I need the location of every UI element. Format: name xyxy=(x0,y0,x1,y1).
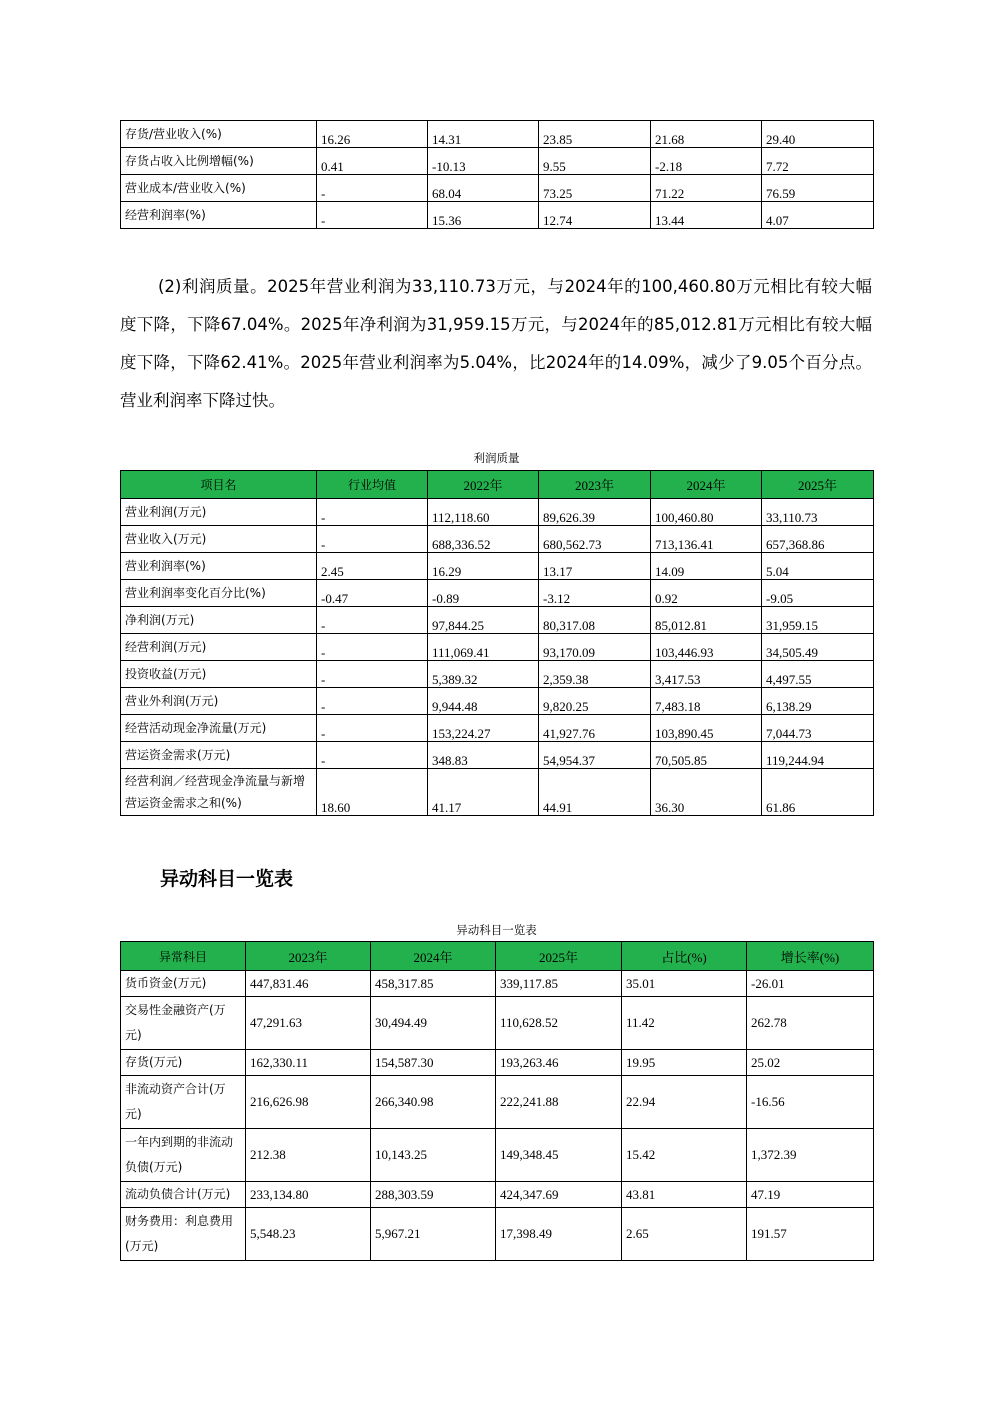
row-label: 货币资金(万元) xyxy=(121,971,246,997)
table-cell: - xyxy=(317,634,428,661)
row-label: 营业成本/营业收入(%) xyxy=(121,175,317,202)
table-cell: 7,044.73 xyxy=(762,715,874,742)
row-label: 一年内到期的非流动负债(万元) xyxy=(121,1129,246,1182)
table-row xyxy=(121,742,874,769)
table-row xyxy=(121,688,874,715)
row-label: 经营利润／经营现金净流量与新增营运资金需求之和(%) xyxy=(121,769,317,816)
table-cell: 0.92 xyxy=(651,580,762,607)
table-cell: 103,446.93 xyxy=(651,634,762,661)
table-cell: 112,118.60 xyxy=(428,499,539,526)
table-row xyxy=(121,971,874,997)
table-row xyxy=(121,526,874,553)
table-cell: - xyxy=(317,715,428,742)
table-cell: 262.78 xyxy=(747,997,874,1050)
table-cell: 85,012.81 xyxy=(651,607,762,634)
row-label: 存货(万元) xyxy=(121,1050,246,1076)
header-cell: 2022年 xyxy=(428,471,539,499)
table-cell: 17,398.49 xyxy=(496,1208,622,1261)
row-label: 营业收入(万元) xyxy=(121,526,317,553)
row-label: 净利润(万元) xyxy=(121,607,317,634)
table-cell: 41,927.76 xyxy=(539,715,651,742)
table-cell: - xyxy=(317,499,428,526)
table-row xyxy=(121,1182,874,1208)
table-row xyxy=(121,1208,874,1261)
table-cell: 93,170.09 xyxy=(539,634,651,661)
table-cell: 9.55 xyxy=(539,148,651,175)
table-cell: 15.42 xyxy=(622,1129,747,1182)
table-cell: 4.07 xyxy=(762,202,874,229)
row-label: 非流动资产合计(万元) xyxy=(121,1076,246,1129)
table-cell: 76.59 xyxy=(762,175,874,202)
table-cell: -26.01 xyxy=(747,971,874,997)
table-row xyxy=(121,175,874,202)
row-label: 营业利润率(%) xyxy=(121,553,317,580)
header-cell: 2023年 xyxy=(246,942,371,971)
table-cell: 680,562.73 xyxy=(539,526,651,553)
table-row xyxy=(121,148,874,175)
abnormal-items-table xyxy=(120,941,874,1261)
profit-quality-paragraph: (2)利润质量。2025年营业利润为33,110.73万元，与2024年的100,460.80万元相比有较大幅度下降，下降67.04%。2025年净利润为31,959.15万元，与2024年的85,012.81万元相比有较大幅度下降，下降62.41%。2025年营业利润率为5.04%，比2024年的14.09%，减少了9.05个百分点。营业利润率下降过快。 xyxy=(120,277,872,410)
table-cell: 233,134.80 xyxy=(246,1182,371,1208)
table-cell: -10.13 xyxy=(428,148,539,175)
header-cell: 占比(%) xyxy=(622,942,747,971)
table-cell: -2.18 xyxy=(651,148,762,175)
table-cell: 5,548.23 xyxy=(246,1208,371,1261)
table-cell: 2.45 xyxy=(317,553,428,580)
table-cell: 71.22 xyxy=(651,175,762,202)
table-row xyxy=(121,202,874,229)
header-cell: 2024年 xyxy=(371,942,496,971)
table-row xyxy=(121,661,874,688)
table-cell: 424,347.69 xyxy=(496,1182,622,1208)
table-row xyxy=(121,607,874,634)
table-cell: 348.83 xyxy=(428,742,539,769)
table-cell: 458,317.85 xyxy=(371,971,496,997)
table-cell: 80,317.08 xyxy=(539,607,651,634)
header-cell: 行业均值 xyxy=(317,471,428,499)
table-cell: 110,628.52 xyxy=(496,997,622,1050)
table-row xyxy=(121,553,874,580)
table-cell: 43.81 xyxy=(622,1182,747,1208)
table-cell: 9,944.48 xyxy=(428,688,539,715)
table-cell: -9.05 xyxy=(762,580,874,607)
table-cell: 154,587.30 xyxy=(371,1050,496,1076)
table-cell: 657,368.86 xyxy=(762,526,874,553)
table-cell: 68.04 xyxy=(428,175,539,202)
table-cell: - xyxy=(317,661,428,688)
row-label: 交易性金融资产(万元) xyxy=(121,997,246,1050)
table-cell: 222,241.88 xyxy=(496,1076,622,1129)
table-cell: - xyxy=(317,175,428,202)
table-header-row xyxy=(121,942,874,971)
header-cell: 异常科目 xyxy=(121,942,246,971)
table-cell: 688,336.52 xyxy=(428,526,539,553)
row-label: 营业利润(万元) xyxy=(121,499,317,526)
table-cell: 10,143.25 xyxy=(371,1129,496,1182)
table-cell: 1,372.39 xyxy=(747,1129,874,1182)
row-label: 财务费用：利息费用(万元) xyxy=(121,1208,246,1261)
table-cell: 339,117.85 xyxy=(496,971,622,997)
table-cell: 16.26 xyxy=(317,121,428,148)
table-row xyxy=(121,715,874,742)
table-cell: 16.29 xyxy=(428,553,539,580)
table-cell: 2,359.38 xyxy=(539,661,651,688)
table-cell: 97,844.25 xyxy=(428,607,539,634)
table-cell: 111,069.41 xyxy=(428,634,539,661)
table-cell: 103,890.45 xyxy=(651,715,762,742)
table-cell: 447,831.46 xyxy=(246,971,371,997)
table-cell: 3,417.53 xyxy=(651,661,762,688)
row-label: 存货占收入比例增幅(%) xyxy=(121,148,317,175)
table-cell: 15.36 xyxy=(428,202,539,229)
table-cell: 149,348.45 xyxy=(496,1129,622,1182)
table-cell: 0.41 xyxy=(317,148,428,175)
table-cell: 22.94 xyxy=(622,1076,747,1129)
table-cell: 162,330.11 xyxy=(246,1050,371,1076)
table-cell: 7.72 xyxy=(762,148,874,175)
table-cell: -16.56 xyxy=(747,1076,874,1129)
table-cell: -0.89 xyxy=(428,580,539,607)
row-label: 经营利润率(%) xyxy=(121,202,317,229)
table-cell: 61.86 xyxy=(762,769,874,816)
table-cell: 21.68 xyxy=(651,121,762,148)
table-cell: 25.02 xyxy=(747,1050,874,1076)
table-cell: 100,460.80 xyxy=(651,499,762,526)
table-cell: 18.60 xyxy=(317,769,428,816)
row-label: 营业外利润(万元) xyxy=(121,688,317,715)
table-cell: 288,303.59 xyxy=(371,1182,496,1208)
table-cell: -0.47 xyxy=(317,580,428,607)
table-row xyxy=(121,580,874,607)
table-cell: 9,820.25 xyxy=(539,688,651,715)
table-row xyxy=(121,1129,874,1182)
table-cell: 19.95 xyxy=(622,1050,747,1076)
table-cell: 191.57 xyxy=(747,1208,874,1261)
table-row xyxy=(121,499,874,526)
table-cell: 33,110.73 xyxy=(762,499,874,526)
table-cell: - xyxy=(317,202,428,229)
table-cell: 44.91 xyxy=(539,769,651,816)
table-cell: 54,954.37 xyxy=(539,742,651,769)
table-cell: 2.65 xyxy=(622,1208,747,1261)
table-header-row xyxy=(121,471,874,499)
table-cell: - xyxy=(317,742,428,769)
table-cell: 73.25 xyxy=(539,175,651,202)
inventory-ratio-table xyxy=(120,120,874,229)
header-cell: 2025年 xyxy=(762,471,874,499)
table-cell: 23.85 xyxy=(539,121,651,148)
table-cell: 30,494.49 xyxy=(371,997,496,1050)
table-cell: -3.12 xyxy=(539,580,651,607)
table-cell: 13.17 xyxy=(539,553,651,580)
table-cell: 5,389.32 xyxy=(428,661,539,688)
header-cell: 2023年 xyxy=(539,471,651,499)
header-cell: 2025年 xyxy=(496,942,622,971)
table-cell: 713,136.41 xyxy=(651,526,762,553)
table-cell: 29.40 xyxy=(762,121,874,148)
section-heading: 异动科目一览表 xyxy=(160,868,294,890)
table-row xyxy=(121,634,874,661)
table-cell: 34,505.49 xyxy=(762,634,874,661)
table-cell: 36.30 xyxy=(651,769,762,816)
table-cell: 89,626.39 xyxy=(539,499,651,526)
table-cell: 11.42 xyxy=(622,997,747,1050)
header-cell: 增长率(%) xyxy=(747,942,874,971)
profit-table-caption: 利润质量 xyxy=(473,451,520,465)
row-label: 营业利润率变化百分比(%) xyxy=(121,580,317,607)
abnormal-table-caption: 异动科目一览表 xyxy=(456,923,537,937)
table-cell: 41.17 xyxy=(428,769,539,816)
row-label: 经营活动现金净流量(万元) xyxy=(121,715,317,742)
header-cell: 2024年 xyxy=(651,471,762,499)
table-cell: - xyxy=(317,526,428,553)
profit-quality-table xyxy=(120,470,874,816)
table-cell: 6,138.29 xyxy=(762,688,874,715)
table-cell: 212.38 xyxy=(246,1129,371,1182)
row-label: 经营利润(万元) xyxy=(121,634,317,661)
table-cell: 7,483.18 xyxy=(651,688,762,715)
table-cell: 31,959.15 xyxy=(762,607,874,634)
table-row xyxy=(121,997,874,1050)
table-cell: 5.04 xyxy=(762,553,874,580)
table-cell: 266,340.98 xyxy=(371,1076,496,1129)
table-row xyxy=(121,769,874,816)
table-cell: 13.44 xyxy=(651,202,762,229)
table-row xyxy=(121,1076,874,1129)
table-cell: 4,497.55 xyxy=(762,661,874,688)
table-row xyxy=(121,121,874,148)
table-cell: 12.74 xyxy=(539,202,651,229)
table-cell: 47,291.63 xyxy=(246,997,371,1050)
table-cell: 153,224.27 xyxy=(428,715,539,742)
row-label: 流动负债合计(万元) xyxy=(121,1182,246,1208)
table-cell: 35.01 xyxy=(622,971,747,997)
table-row xyxy=(121,1050,874,1076)
table-cell: 5,967.21 xyxy=(371,1208,496,1261)
table-cell: - xyxy=(317,688,428,715)
table-cell: 14.09 xyxy=(651,553,762,580)
row-label: 存货/营业收入(%) xyxy=(121,121,317,148)
header-cell: 项目名 xyxy=(121,471,317,499)
table-cell: 70,505.85 xyxy=(651,742,762,769)
table-cell: - xyxy=(317,607,428,634)
row-label: 投资收益(万元) xyxy=(121,661,317,688)
table-cell: 14.31 xyxy=(428,121,539,148)
table-cell: 193,263.46 xyxy=(496,1050,622,1076)
table-cell: 47.19 xyxy=(747,1182,874,1208)
table-cell: 119,244.94 xyxy=(762,742,874,769)
row-label: 营运资金需求(万元) xyxy=(121,742,317,769)
table-cell: 216,626.98 xyxy=(246,1076,371,1129)
